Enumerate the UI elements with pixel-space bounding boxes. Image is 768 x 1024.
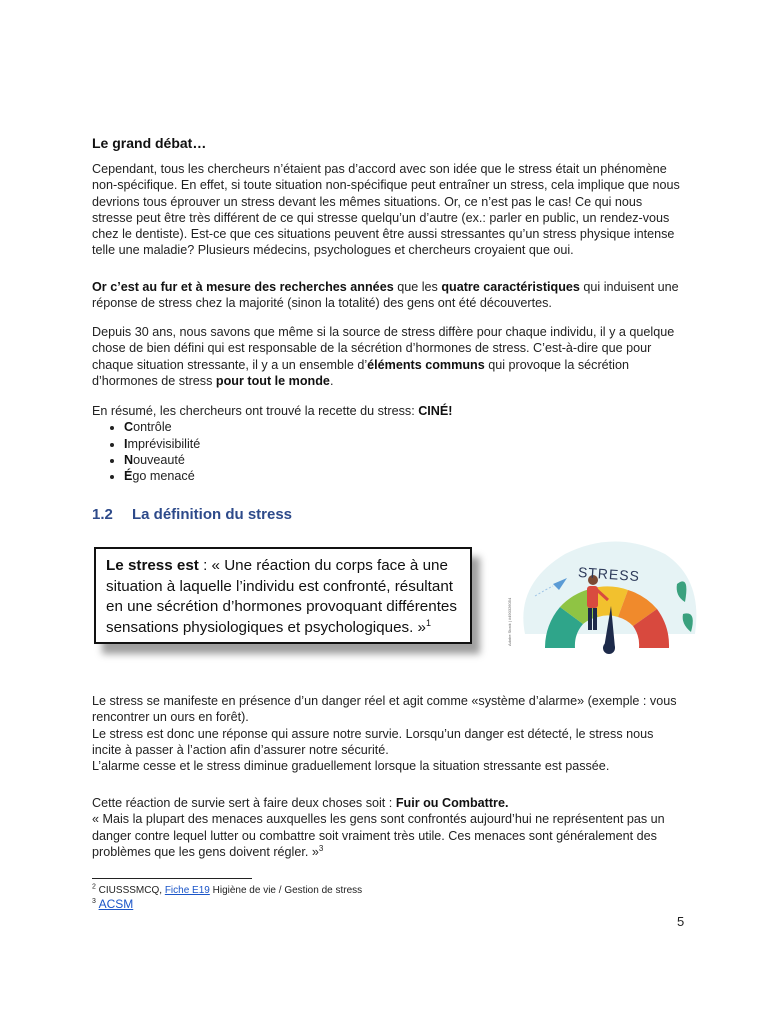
list-item: • Nouveauté	[124, 452, 682, 468]
cine-list	[92, 419, 682, 484]
definition-box	[94, 547, 472, 644]
list-item: • Imprévisibilité	[124, 436, 682, 452]
quote-text: « Mais la plupart des menaces auxquelles les gens sont confrontés aujourd’hui ne représentent pas un danger contre lequel lutter ou combattre soit vraiment très utile. Ces menaces sont généralement des problèmes que les gens doivent régler. »	[92, 812, 665, 859]
footnote-ref: 1	[426, 617, 432, 628]
bold-phrase: Or c’est au fur et à mesure des recherches années	[92, 280, 394, 294]
debate-paragraph-2	[92, 279, 682, 312]
bold-phrase: Fuir ou Combattre.	[395, 796, 509, 810]
summary-paragraph	[92, 403, 682, 484]
stress-alarm-paragraph	[92, 693, 682, 774]
paragraph-text: .	[329, 373, 334, 388]
definition-bold: Le stress est	[106, 557, 199, 574]
debate-paragraph-1	[92, 161, 682, 259]
debate-heading: Le grand débat…	[92, 135, 207, 151]
paragraph-text: Cependant, tous les chercheurs n’étaient pas d’accord avec son idée que le stress était un phénomène non-spécifique. En effet, si toute situation non-spécifique peut entraîner un stress, cela implique que nous devrions tous éprouver un stress devant les mêmes situations. Or, ce n’est pas le cas! Ce qui nous stresse peut être très différent de ce qui stresse quelqu’un d’autre (ex.: parler en public, un rendez-vous chez le dentiste). Est-ce que ces situations peuvent être aussi stressantes qu’un stress physique intense telle une maladie? Plusieurs médecins, psychologues et chercheurs croyaient que oui.	[92, 162, 680, 258]
paragraph-text: Depuis 30 ans, nous savons que même si la source de stress diffère pour chaque individu, il y a quelque chose de bien défini qui est responsable de la sécrétion d’hormones de stress. C’est-à-dire que pour chaque situation stressante, il y a un ensemble d’	[92, 325, 675, 372]
page-number: 5	[677, 914, 685, 929]
footnote-ref: 3	[318, 843, 324, 853]
paragraph-text: qui induisent une réponse de stress chez la majorité (sinon la totalité) des gens ont été découvertes.	[92, 280, 679, 311]
section-heading	[92, 506, 292, 523]
footnote-link[interactable]: ACSM	[98, 897, 134, 911]
paragraph-text: Le stress est donc une réponse qui assure notre survie. Lorsqu’un danger est détecté, le stress nous incite à passer à l’action afin d’assurer notre sécurité.	[92, 726, 654, 757]
list-item: • Contrôle	[124, 419, 682, 435]
paragraph-text: Le stress se manifeste en présence d’un danger réel et agit comme «système d’alarme» (exemple : vous rencontrer un ours en forêt).	[92, 694, 677, 725]
paragraph-text: que les	[393, 280, 442, 294]
section-number: 1.2	[92, 506, 113, 523]
paragraph-text: qui provoque la sécrétion d’hormones de stress	[92, 357, 629, 388]
section-title: La définition du stress	[132, 506, 293, 523]
stress-gauge-illustration	[505, 524, 705, 658]
definition-text: : « Une réaction du corps face à une situation à laquelle l’individu est confronté, résultant en une sécrétion d’hormones provoquant différentes sensations physiologiques et psychologiques. »	[106, 557, 457, 636]
bold-phrase: pour tout le monde	[215, 373, 330, 388]
footnote-link[interactable]: Fiche E19	[164, 885, 210, 896]
fight-flight-paragraph	[92, 795, 682, 860]
list-item: • Égo menacé	[124, 468, 682, 484]
gauge-label: STRESS	[577, 563, 641, 585]
footnote-2: $^2$ CIUSSSMCQ, Fiche E19 Higiène de vie / Gestion de stress	[92, 883, 363, 896]
image-credit: Adobe Stock | #490326054	[507, 597, 512, 646]
debate-paragraph-3	[92, 324, 682, 389]
paragraph-text: Cette réaction de survie sert à faire deux choses soit :	[92, 796, 396, 810]
cine-acronym: CINÉ!	[418, 404, 453, 418]
bold-phrase: éléments communs	[367, 357, 485, 372]
paragraph-text: En résumé, les chercheurs ont trouvé la recette du stress:	[92, 404, 419, 418]
footnote-3: $^3$ ACSM	[92, 897, 134, 911]
bold-phrase: quatre caractéristiques	[441, 280, 580, 294]
paragraph-text: L’alarme cesse et le stress diminue graduellement lorsque la situation stressante est passée.	[92, 759, 610, 774]
footnote-divider	[92, 878, 252, 879]
